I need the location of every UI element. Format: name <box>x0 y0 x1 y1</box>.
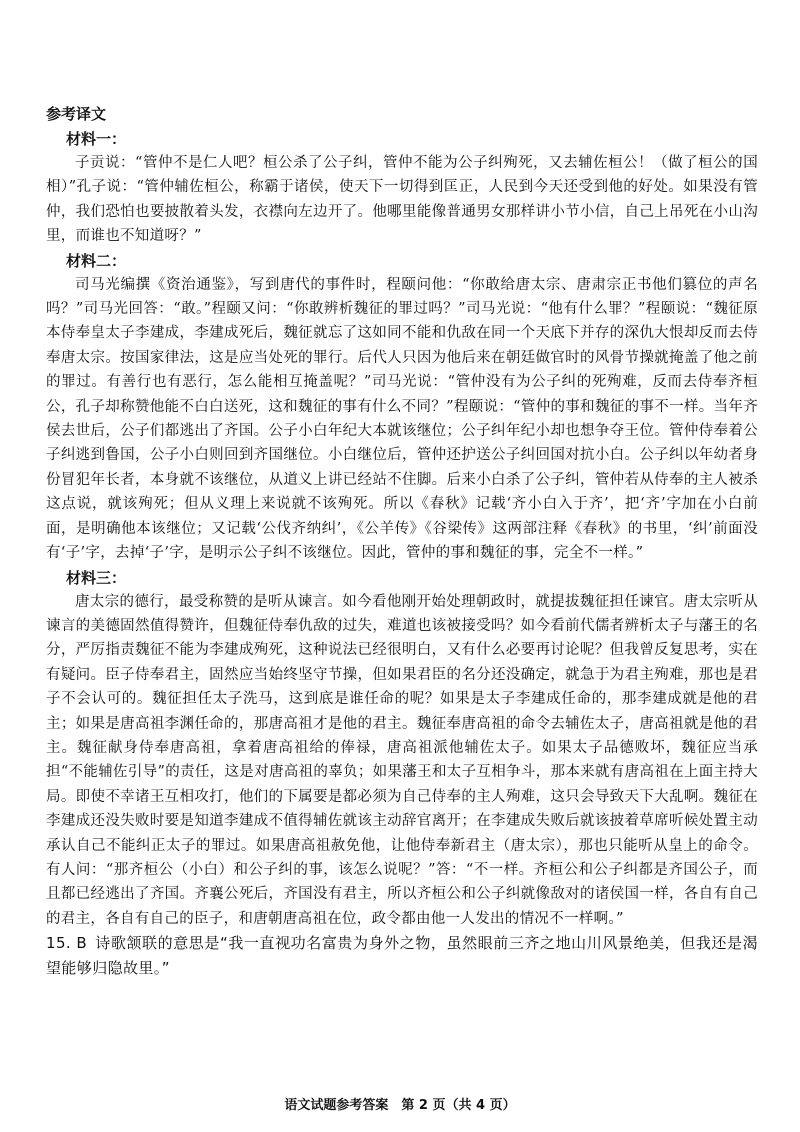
material-2-text: 司马光编撰《资治通鉴》，写到唐代的事件时，程颐问他：“你敢给唐太宗、唐肃宗正书他们篡位的声名吗？”司马光回答：“敢。”程颐又问：“你敢辨析魏征的罪过吗？”司马光说：“他有什么罪？”程颐说：“魏征原本侍奉皇太子李建成，李建成死后，魏征就忘了这如同不能和仇敌在同一个天底下并存的深仇大恨却反而去侍奉唐太宗。按国家律法，这是应当处死的罪行。后代人只因为他后来在朝廷做官时的风骨节操就掩盖了他之前的罪过。有善行也有恶行，怎么能相互掩盖呢？”司马光说：“管仲没有为公子纠的死殉难，反而去侍奉齐桓公，孔子却称赞他能不白白送死，这和魏征的事有什么不同？”程颐说：“管仲的事和魏征的事不一样。当年齐侯去世后，公子们都逃出了齐国。公子小白年纪大本就该继位；公子纠年纪小却也想争夺王位。管仲侍奉着公子纠逃到鲁国，公子小白则回到齐国继位。小白继位后，管仲还护送公子纠回国对抗小白。公子纠以年幼者身份冒犯年长者，本身就不该继位，从道义上讲已经站不住脚。后来小白杀了公子纠，管仲若从侍奉的主人被杀这点说，就该殉死；但从义理上来说就不该殉死。所以《春秋》记载‘齐小白入于齐’，把‘齐’字加在小白前面，是明确他本该继位；又记载‘公伐齐纳纠’，《公羊传》《谷梁传》这两部注释《春秋》的书里，‘纠’前面没有‘子’字，去掉‘子’字，是明示公子纠不该继位。因此，管仲的事和魏征的事，完全不一样。” <box>46 276 758 562</box>
answer-number: 15. B <box>46 934 88 953</box>
material-3-text: 唐太宗的德行，最受称赞的是听从谏言。如今看他刚开始处理朝政时，就提拔魏征担任谏官。唐太宗听从谏言的美德固然值得赞许，但魏征侍奉仇敌的过失，难道也该被接受吗？如今看前代儒者辨析太子与藩王的名分，严厉指责魏征不能为李建成殉死，这种说法已经很明白，又有什么必要再讨论呢？但我曾反复思考，实在有疑问。臣子侍奉君主，固然应当始终坚守节操，但如果君臣的名分还没确定，就急于为君主殉难，那也是君子不会认可的。魏征担任太子洗马，这到底是谁任命的呢？如果是太子李建成任命的，那李建成就是他的君主；如果是唐高祖李渊任命的，那唐高祖才是他的君主。魏征奉唐高祖的命令去辅佐太子，唐高祖就是他的君主。魏征献身侍奉唐高祖，拿着唐高祖给的俸禄，唐高祖派他辅佐太子。如果太子品德败坏，魏征应当承担“不能辅佐引导”的责任，这是对唐高祖的辜负；如果藩王和太子互相争斗，那本来就有唐高祖在上面主持大局。即使不幸诸王互相攻打，他们的下属要是都必须为自己侍奉的主人殉难，这只会导致天下大乱啊。魏征在李建成还没失败时要是知道李建成不值得辅佐就该主动辞官离开；在李建成失败后就该披着草席听候处置主动承认自己不能纠正太子的罪过。如果唐高祖赦免他，让他侍奉新君主（唐太宗），那也只能听从皇上的命令。有人问：“那齐桓公（小白）和公子纠的事，该怎么说呢？”答：“不一样。齐桓公和公子纠都是齐国公子，而且都已经逃出了齐国。齐襄公死后，齐国没有君主，所以齐桓公和公子纠就像敌对的诸侯国一样，各自有自己的君主，各自有自己的臣子，和唐朝唐高祖在位，政令都由他一人发出的情况不一样啊。” <box>46 593 758 927</box>
material-2-label: 材料二： <box>66 251 127 270</box>
page-content <box>46 103 758 980</box>
answer-text: 诗歌颔联的意思是“我一直视功名富贵为身外之物，虽然眼前三齐之地山川风景绝美，但我还是渴望能够归隐故里。” <box>46 934 758 977</box>
section-title: 参考译文 <box>46 105 107 123</box>
material-1-text: 子贡说：“管仲不是仁人吧？桓公杀了公子纠，管仲不能为公子纠殉死，又去辅佐桓公！（做了桓公的国相）”孔子说：“管仲辅佐桓公，称霸于诸侯，使天下一切得到匡正，人民到今天还受到他的好处。如果没有管仲，我们恐怕也要披散着头发，衣襟向左边开了。他哪里能像普通男女那样讲小节小信，自己上吊死在小山沟里，而谁也不知道呀？” <box>46 155 758 245</box>
material-3-label: 材料三： <box>66 568 127 587</box>
material-1-label: 材料一： <box>66 130 127 148</box>
answer-15 <box>46 931 758 980</box>
page-footer: 语文试题参考答案 第 2 页（共 4 页） <box>284 1098 516 1113</box>
